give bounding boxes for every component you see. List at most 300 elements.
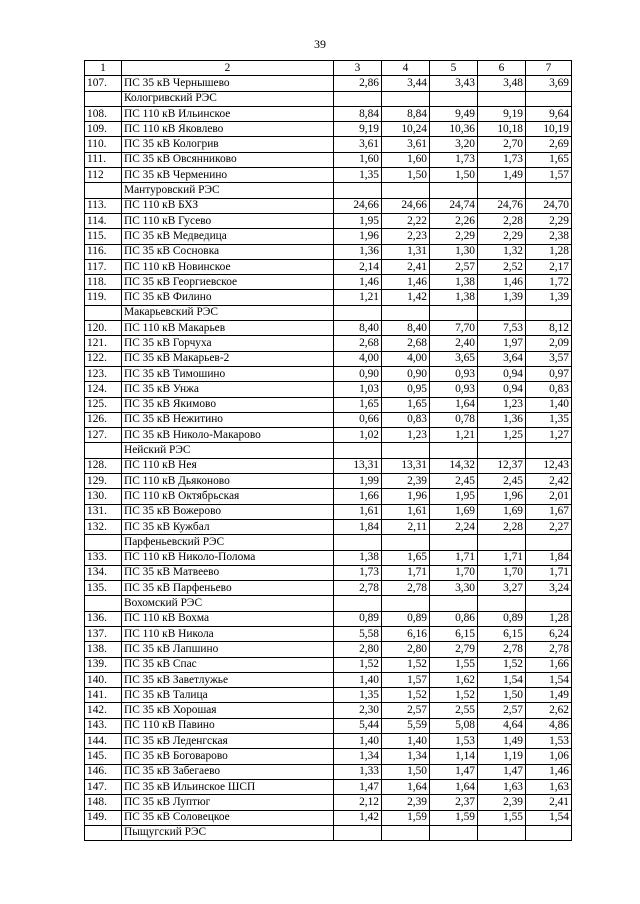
table-row <box>85 657 572 672</box>
empty-cell <box>430 825 478 840</box>
value-cell: 1,47 <box>334 779 382 794</box>
value-cell: 1,60 <box>334 152 382 167</box>
row-number: 142. <box>85 703 122 718</box>
empty-cell <box>526 183 572 198</box>
row-number: 110. <box>85 137 122 152</box>
substation-name: ПС 35 кВ Николо-Макарово <box>122 428 334 443</box>
value-cell: 1,42 <box>334 810 382 825</box>
value-cell: 10,18 <box>478 122 526 137</box>
row-number: 118. <box>85 275 122 290</box>
row-number: 130. <box>85 489 122 504</box>
row-number: 149. <box>85 810 122 825</box>
header-cell: 6 <box>478 61 526 76</box>
empty-cell <box>526 535 572 550</box>
row-number: 139. <box>85 657 122 672</box>
empty-cell <box>382 305 430 320</box>
value-cell: 6,16 <box>382 626 430 641</box>
table-row <box>85 703 572 718</box>
value-cell: 2,62 <box>526 703 572 718</box>
substation-name: ПС 110 кВ Николо-Полома <box>122 550 334 565</box>
value-cell: 3,30 <box>430 581 478 596</box>
value-cell: 1,73 <box>430 152 478 167</box>
section-title: Вохомский РЭС <box>122 596 334 611</box>
empty-cell <box>430 535 478 550</box>
value-cell: 1,28 <box>526 244 572 259</box>
empty-cell <box>334 825 382 840</box>
row-number: 112 <box>85 168 122 183</box>
substation-name: ПС 35 кВ Кологрив <box>122 137 334 152</box>
substation-name: ПС 35 кВ Ильинское ШСП <box>122 779 334 794</box>
section-title: Парфеньевский РЭС <box>122 535 334 550</box>
value-cell: 1,50 <box>478 688 526 703</box>
substation-name: ПС 35 кВ Спас <box>122 657 334 672</box>
value-cell: 2,28 <box>478 213 526 228</box>
value-cell: 8,84 <box>334 106 382 121</box>
row-number: 146. <box>85 764 122 779</box>
table-row <box>85 397 572 412</box>
value-cell: 1,84 <box>526 550 572 565</box>
value-cell: 1,30 <box>430 244 478 259</box>
value-cell: 2,45 <box>478 474 526 489</box>
value-cell: 2,28 <box>478 519 526 534</box>
value-cell: 1,54 <box>478 672 526 687</box>
value-cell: 1,84 <box>334 519 382 534</box>
row-number: 125. <box>85 397 122 412</box>
value-cell: 1,63 <box>478 779 526 794</box>
value-cell: 0,89 <box>382 611 430 626</box>
value-cell: 3,57 <box>526 351 572 366</box>
row-number: 143. <box>85 718 122 733</box>
value-cell: 0,90 <box>382 366 430 381</box>
value-cell: 2,42 <box>526 474 572 489</box>
header-cell: 7 <box>526 61 572 76</box>
value-cell: 1,34 <box>334 749 382 764</box>
substation-name: ПС 35 кВ Боговарово <box>122 749 334 764</box>
value-cell: 1,25 <box>478 428 526 443</box>
value-cell: 5,58 <box>334 626 382 641</box>
value-cell: 1,47 <box>478 764 526 779</box>
table-row <box>85 688 572 703</box>
value-cell: 10,36 <box>430 122 478 137</box>
value-cell: 2,17 <box>526 259 572 274</box>
section-row <box>85 183 572 198</box>
value-cell: 2,26 <box>430 213 478 228</box>
substation-name: ПС 35 кВ Макарьев-2 <box>122 351 334 366</box>
value-cell: 1,50 <box>430 168 478 183</box>
empty-cell <box>478 443 526 458</box>
page-number: 39 <box>314 37 326 51</box>
row-number: 141. <box>85 688 122 703</box>
substation-name: ПС 35 кВ Чернышево <box>122 76 334 91</box>
value-cell: 1,97 <box>478 336 526 351</box>
substation-name: ПС 35 кВ Талица <box>122 688 334 703</box>
value-cell: 2,70 <box>478 137 526 152</box>
empty-cell <box>334 535 382 550</box>
value-cell: 1,02 <box>334 428 382 443</box>
section-row <box>85 825 572 840</box>
substation-name: ПС 35 кВ Черменино <box>122 168 334 183</box>
value-cell: 1,34 <box>382 749 430 764</box>
row-number: 121. <box>85 336 122 351</box>
value-cell: 1,21 <box>334 290 382 305</box>
table-row <box>85 779 572 794</box>
empty-cell <box>85 825 122 840</box>
value-cell: 9,49 <box>430 106 478 121</box>
empty-cell <box>382 183 430 198</box>
table-row <box>85 366 572 381</box>
value-cell: 1,70 <box>478 565 526 580</box>
empty-cell <box>430 183 478 198</box>
value-cell: 2,38 <box>526 229 572 244</box>
value-cell: 2,78 <box>382 581 430 596</box>
section-row <box>85 91 572 106</box>
table-row <box>85 152 572 167</box>
empty-cell <box>85 443 122 458</box>
row-number: 135. <box>85 581 122 596</box>
empty-cell <box>430 596 478 611</box>
section-title: Пыщугский РЭС <box>122 825 334 840</box>
substation-name: ПС 35 кВ Горчуха <box>122 336 334 351</box>
value-cell: 1,61 <box>382 504 430 519</box>
table-row <box>85 275 572 290</box>
value-cell: 1,47 <box>430 764 478 779</box>
value-cell: 1,50 <box>382 168 430 183</box>
value-cell: 1,52 <box>382 688 430 703</box>
value-cell: 2,69 <box>526 137 572 152</box>
value-cell: 1,28 <box>526 611 572 626</box>
value-cell: 1,31 <box>382 244 430 259</box>
value-cell: 1,46 <box>478 275 526 290</box>
table-row <box>85 749 572 764</box>
row-number: 114. <box>85 213 122 228</box>
row-number: 126. <box>85 412 122 427</box>
value-cell: 0,89 <box>334 611 382 626</box>
empty-cell <box>478 91 526 106</box>
value-cell: 1,65 <box>382 550 430 565</box>
value-cell: 2,80 <box>382 642 430 657</box>
value-cell: 12,43 <box>526 458 572 473</box>
value-cell: 1,19 <box>478 749 526 764</box>
value-cell: 1,59 <box>382 810 430 825</box>
value-cell: 1,55 <box>478 810 526 825</box>
value-cell: 2,86 <box>334 76 382 91</box>
row-number: 128. <box>85 458 122 473</box>
value-cell: 1,39 <box>478 290 526 305</box>
value-cell: 0,86 <box>430 611 478 626</box>
row-number: 120. <box>85 321 122 336</box>
table-row <box>85 611 572 626</box>
value-cell: 1,71 <box>526 565 572 580</box>
value-cell: 0,93 <box>430 382 478 397</box>
substation-name: ПС 110 кВ Павино <box>122 718 334 733</box>
empty-cell <box>85 305 122 320</box>
value-cell: 2,01 <box>526 489 572 504</box>
value-cell: 1,64 <box>430 397 478 412</box>
substation-name: ПС 35 кВ Леденгская <box>122 734 334 749</box>
value-cell: 4,00 <box>382 351 430 366</box>
value-cell: 1,55 <box>430 657 478 672</box>
table-row <box>85 106 572 121</box>
row-number: 147. <box>85 779 122 794</box>
substation-name: ПС 35 кВ Соловецкое <box>122 810 334 825</box>
value-cell: 2,39 <box>382 795 430 810</box>
value-cell: 1,66 <box>526 657 572 672</box>
row-number: 107. <box>85 76 122 91</box>
table-row <box>85 458 572 473</box>
value-cell: 24,74 <box>430 198 478 213</box>
value-cell: 8,84 <box>382 106 430 121</box>
substation-load-table <box>84 60 572 841</box>
value-cell: 1,39 <box>526 290 572 305</box>
value-cell: 1,54 <box>526 810 572 825</box>
value-cell: 1,61 <box>334 504 382 519</box>
section-title: Макарьевский РЭС <box>122 305 334 320</box>
section-row <box>85 443 572 458</box>
value-cell: 3,64 <box>478 351 526 366</box>
table-row <box>85 244 572 259</box>
value-cell: 13,31 <box>382 458 430 473</box>
substation-name: ПС 35 кВ Матвеево <box>122 565 334 580</box>
table-row <box>85 565 572 580</box>
table-row <box>85 672 572 687</box>
substation-name: ПС 35 кВ Филино <box>122 290 334 305</box>
substation-name: ПС 35 кВ Заветлужье <box>122 672 334 687</box>
section-title: Мантуровский РЭС <box>122 183 334 198</box>
value-cell: 1,38 <box>430 290 478 305</box>
value-cell: 1,71 <box>382 565 430 580</box>
value-cell: 1,54 <box>526 672 572 687</box>
table-row <box>85 550 572 565</box>
value-cell: 1,52 <box>430 688 478 703</box>
table-row <box>85 795 572 810</box>
row-number: 122. <box>85 351 122 366</box>
row-number: 113. <box>85 198 122 213</box>
value-cell: 2,78 <box>478 642 526 657</box>
value-cell: 1,71 <box>430 550 478 565</box>
section-row <box>85 305 572 320</box>
value-cell: 1,03 <box>334 382 382 397</box>
value-cell: 0,94 <box>478 382 526 397</box>
table-row <box>85 290 572 305</box>
empty-cell <box>85 91 122 106</box>
empty-cell <box>478 825 526 840</box>
value-cell: 10,19 <box>526 122 572 137</box>
value-cell: 1,66 <box>334 489 382 504</box>
substation-name: ПС 35 кВ Лапшино <box>122 642 334 657</box>
table-row <box>85 519 572 534</box>
value-cell: 1,70 <box>430 565 478 580</box>
substation-name: ПС 35 кВ Сосновка <box>122 244 334 259</box>
row-number: 137. <box>85 626 122 641</box>
value-cell: 6,15 <box>478 626 526 641</box>
substation-name: ПС 110 кВ Дьяконово <box>122 474 334 489</box>
substation-name: ПС 110 кВ Яковлево <box>122 122 334 137</box>
substation-name: ПС 110 кВ Гусево <box>122 213 334 228</box>
substation-name: ПС 35 кВ Тимошино <box>122 366 334 381</box>
substation-name: ПС 110 кВ Ильинское <box>122 106 334 121</box>
value-cell: 2,57 <box>478 703 526 718</box>
empty-cell <box>526 596 572 611</box>
table-row <box>85 321 572 336</box>
value-cell: 1,38 <box>334 550 382 565</box>
value-cell: 0,89 <box>478 611 526 626</box>
value-cell: 1,72 <box>526 275 572 290</box>
value-cell: 2,45 <box>430 474 478 489</box>
value-cell: 2,52 <box>478 259 526 274</box>
row-number: 119. <box>85 290 122 305</box>
value-cell: 0,95 <box>382 382 430 397</box>
row-number: 132. <box>85 519 122 534</box>
value-cell: 1,49 <box>526 688 572 703</box>
empty-cell <box>85 596 122 611</box>
value-cell: 1,46 <box>526 764 572 779</box>
value-cell: 2,29 <box>478 229 526 244</box>
value-cell: 4,64 <box>478 718 526 733</box>
header-cell: 3 <box>334 61 382 76</box>
value-cell: 1,35 <box>334 168 382 183</box>
value-cell: 3,61 <box>334 137 382 152</box>
value-cell: 1,67 <box>526 504 572 519</box>
header-cell: 1 <box>85 61 122 76</box>
value-cell: 1,36 <box>334 244 382 259</box>
value-cell: 1,73 <box>334 565 382 580</box>
value-cell: 2,37 <box>430 795 478 810</box>
value-cell: 8,12 <box>526 321 572 336</box>
substation-name: ПС 35 кВ Унжа <box>122 382 334 397</box>
value-cell: 1,96 <box>334 229 382 244</box>
row-number: 148. <box>85 795 122 810</box>
value-cell: 24,66 <box>382 198 430 213</box>
value-cell: 1,64 <box>382 779 430 794</box>
section-title: Нейский РЭС <box>122 443 334 458</box>
value-cell: 1,59 <box>430 810 478 825</box>
value-cell: 3,61 <box>382 137 430 152</box>
empty-cell <box>382 825 430 840</box>
section-row <box>85 535 572 550</box>
table-row <box>85 718 572 733</box>
value-cell: 1,40 <box>526 397 572 412</box>
row-number: 111. <box>85 152 122 167</box>
empty-cell <box>382 91 430 106</box>
value-cell: 1,33 <box>334 764 382 779</box>
substation-name: ПС 35 кВ Луптюг <box>122 795 334 810</box>
table-row <box>85 168 572 183</box>
empty-cell <box>526 305 572 320</box>
value-cell: 0,83 <box>382 412 430 427</box>
value-cell: 0,90 <box>334 366 382 381</box>
value-cell: 3,44 <box>382 76 430 91</box>
value-cell: 1,96 <box>382 489 430 504</box>
row-number: 127. <box>85 428 122 443</box>
value-cell: 1,50 <box>382 764 430 779</box>
value-cell: 2,14 <box>334 259 382 274</box>
value-cell: 1,57 <box>526 168 572 183</box>
value-cell: 1,40 <box>382 734 430 749</box>
value-cell: 4,86 <box>526 718 572 733</box>
value-cell: 1,63 <box>526 779 572 794</box>
value-cell: 2,30 <box>334 703 382 718</box>
empty-cell <box>334 596 382 611</box>
value-cell: 6,24 <box>526 626 572 641</box>
table-row <box>85 412 572 427</box>
table-row <box>85 734 572 749</box>
value-cell: 4,00 <box>334 351 382 366</box>
value-cell: 3,27 <box>478 581 526 596</box>
substation-name: ПС 110 кВ Октябрьская <box>122 489 334 504</box>
substation-name: ПС 35 кВ Забегаево <box>122 764 334 779</box>
value-cell: 3,43 <box>430 76 478 91</box>
value-cell: 1,52 <box>334 657 382 672</box>
value-cell: 2,11 <box>382 519 430 534</box>
value-cell: 1,65 <box>526 152 572 167</box>
value-cell: 2,68 <box>334 336 382 351</box>
header-row <box>85 61 572 76</box>
substation-name: ПС 35 кВ Нежитино <box>122 412 334 427</box>
row-number: 124. <box>85 382 122 397</box>
section-title: Кологривский РЭС <box>122 91 334 106</box>
value-cell: 2,27 <box>526 519 572 534</box>
substation-name: ПС 110 кВ Нея <box>122 458 334 473</box>
value-cell: 7,53 <box>478 321 526 336</box>
row-number: 116. <box>85 244 122 259</box>
value-cell: 2,24 <box>430 519 478 534</box>
value-cell: 0,94 <box>478 366 526 381</box>
row-number: 138. <box>85 642 122 657</box>
substation-name: ПС 35 кВ Медведица <box>122 229 334 244</box>
value-cell: 2,57 <box>430 259 478 274</box>
table-row <box>85 642 572 657</box>
empty-cell <box>430 443 478 458</box>
value-cell: 24,70 <box>526 198 572 213</box>
value-cell: 1,62 <box>430 672 478 687</box>
value-cell: 1,46 <box>382 275 430 290</box>
value-cell: 2,57 <box>382 703 430 718</box>
empty-cell <box>334 305 382 320</box>
header-cell: 5 <box>430 61 478 76</box>
substation-name: ПС 110 кВ Вохма <box>122 611 334 626</box>
row-number: 134. <box>85 565 122 580</box>
value-cell: 2,79 <box>430 642 478 657</box>
value-cell: 24,66 <box>334 198 382 213</box>
value-cell: 2,41 <box>382 259 430 274</box>
value-cell: 1,95 <box>430 489 478 504</box>
value-cell: 1,96 <box>478 489 526 504</box>
row-number: 109. <box>85 122 122 137</box>
row-number: 140. <box>85 672 122 687</box>
value-cell: 3,69 <box>526 76 572 91</box>
value-cell: 9,19 <box>478 106 526 121</box>
value-cell: 0,83 <box>526 382 572 397</box>
value-cell: 1,69 <box>478 504 526 519</box>
row-number: 145. <box>85 749 122 764</box>
empty-cell <box>85 535 122 550</box>
value-cell: 3,20 <box>430 137 478 152</box>
table-row <box>85 76 572 91</box>
value-cell: 5,08 <box>430 718 478 733</box>
value-cell: 2,80 <box>334 642 382 657</box>
empty-cell <box>526 443 572 458</box>
table-row <box>85 137 572 152</box>
table-row <box>85 764 572 779</box>
value-cell: 2,12 <box>334 795 382 810</box>
table-row <box>85 581 572 596</box>
table-row <box>85 213 572 228</box>
row-number: 129. <box>85 474 122 489</box>
empty-cell <box>478 305 526 320</box>
substation-name: ПС 110 кВ Никола <box>122 626 334 641</box>
value-cell: 3,48 <box>478 76 526 91</box>
value-cell: 1,46 <box>334 275 382 290</box>
